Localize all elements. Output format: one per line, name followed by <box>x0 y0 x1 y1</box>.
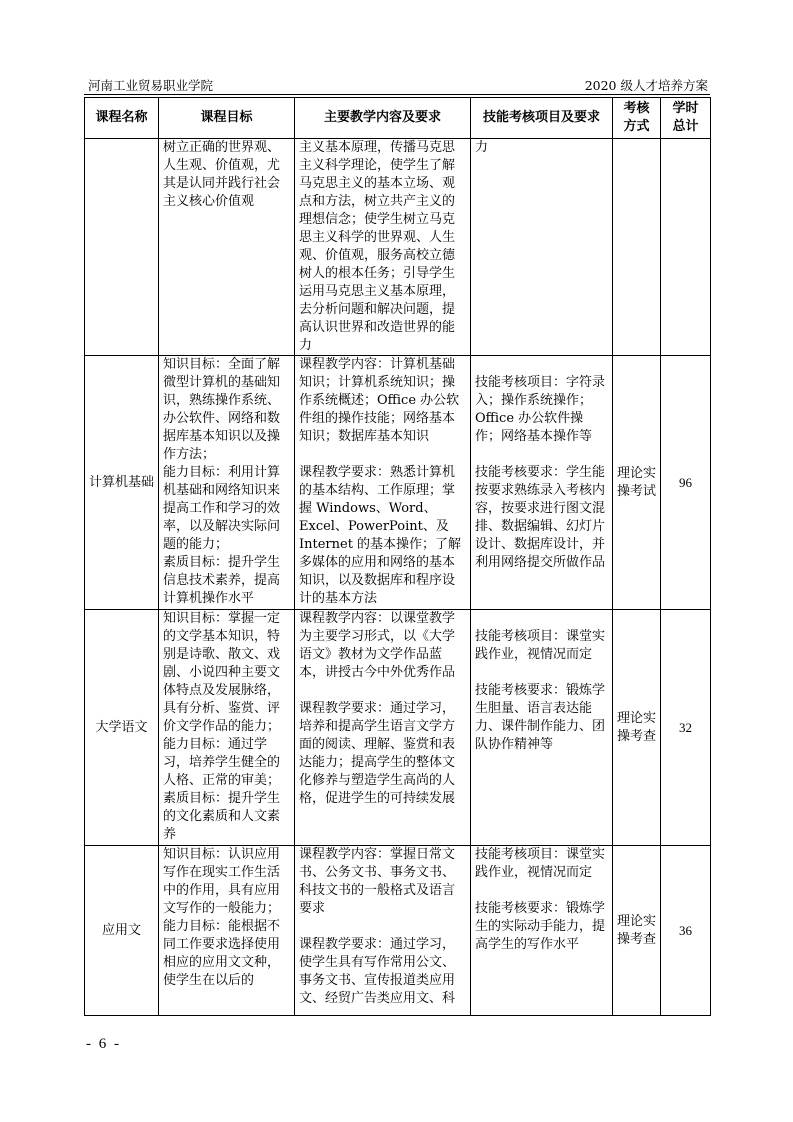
goal-quality: 素质目标：提升学生的文化素质和人文素养 <box>163 791 281 842</box>
content-text: 课程教学内容：掌握日常文书、公务文书、事务文书、科技文书的一般格式及语言要求 <box>299 847 456 916</box>
table-row <box>85 356 711 610</box>
goal-text: 树立正确的世界观、人生观、价值观，尤其是认同并践行社会主义核心价值观 <box>163 140 281 209</box>
header-content: 主要教学内容及要求 <box>295 98 471 139</box>
requirement-text: 课程教学要求：熟悉计算机的基本结构、工作原理；掌握 Windows、Word、Excel、PowerPoint、及 Internet 的基本操作；了解多媒体的应用和网络的基本知识，以及数据库和程序设计的基本方法 <box>299 465 462 606</box>
skills-cell <box>471 610 613 846</box>
content-cell <box>295 139 471 356</box>
table-header-row <box>85 98 711 139</box>
header-course-goal: 课程目标 <box>159 98 295 139</box>
spacer <box>475 610 608 628</box>
goal-ability: 能力目标：通过学习，培养学生健全的人格、正常的审美； <box>163 737 281 788</box>
goal-knowledge: 知识目标：全面了解微型计算机的基础知识，熟练操作系统、办公软件、网络和数据库基本知识以及操作方法； <box>163 357 281 462</box>
method-cell <box>613 139 661 356</box>
course-table <box>84 97 711 1016</box>
header-hours-line2: 总计 <box>672 119 699 134</box>
goal-knowledge: 知识目标：认识应用写作在现实工作生活中的作用，具有应用文写作的一般能力； <box>163 847 281 916</box>
header-method-line1: 考核 <box>623 101 650 116</box>
course-goal-cell <box>159 610 295 846</box>
spacer <box>299 918 466 936</box>
spacer <box>475 446 608 464</box>
header-course-name: 课程名称 <box>85 98 159 139</box>
spacer <box>299 446 466 464</box>
method-cell: 理论实操考试 <box>613 356 661 610</box>
requirement-text: 课程教学要求：通过学习，使学生具有写作常用公文、事务文书、宣传报道类应用文、经贸广告类应用文、科 <box>299 937 456 1006</box>
plan-title: 2020 级人才培养方案 <box>584 78 708 93</box>
spacer <box>475 356 608 374</box>
spacer <box>475 882 608 900</box>
header-rule <box>84 94 710 95</box>
hours-cell: 32 <box>661 610 711 846</box>
course-name-cell: 大学语文 <box>85 610 159 846</box>
content-cell <box>295 846 471 1016</box>
skills-items: 技能考核项目：字符录入；操作系统操作；Office 办公软件操作；网络基本操作等 <box>475 375 606 444</box>
skills-requirements: 技能考核要求：学生能按要求熟练录入考核内容，按要求进行图文混排、数据编辑、幻灯片设计、数据库设计，并利用网络提交所做作品 <box>475 465 606 570</box>
content-text: 课程教学内容：以课堂教学为主要学习形式，以《大学语文》教材为文学作品蓝本，讲授古今中外优秀作品 <box>299 611 456 680</box>
course-name-cell: 计算机基础 <box>85 356 159 610</box>
page-number: - 6 - <box>86 1036 121 1052</box>
table-row <box>85 139 711 356</box>
hours-cell: 96 <box>661 356 711 610</box>
page-header <box>84 74 710 94</box>
school-name: 河南工业贸易职业学院 <box>88 78 214 93</box>
skills-cell <box>471 356 613 610</box>
content-text: 主义基本原理，传播马克思主义科学理论，使学生了解马克思主义的基本立场、观点和方法，树立共产主义的理想信念；使学生树立马克思主义科学的世界观、人生观、价值观，服务高校立德树人的根本任务；引导学生运用马克思主义基本原理，去分析问题和解决问题，提高认识世界和改造世界的能力 <box>299 140 456 353</box>
header-hours <box>661 98 711 139</box>
course-goal-cell <box>159 139 295 356</box>
requirement-text: 课程教学要求：通过学习，培养和提高学生语言文学方面的阅读、理解、鉴赏和表达能力；提高学生的整体文化修养与塑造学生高尚的人格，促进学生的可持续发展 <box>299 701 456 806</box>
method-cell: 理论实操考查 <box>613 846 661 1016</box>
skills-text: 力 <box>475 140 489 155</box>
skills-requirements: 技能考核要求：锻炼学生的实际动手能力，提高学生的写作水平 <box>475 901 606 952</box>
skills-items: 技能考核项目：课堂实践作业，视情况而定 <box>475 629 606 662</box>
goal-quality: 素质目标：提升学生信息技术素养，提高计算机操作水平 <box>163 555 281 606</box>
goal-ability: 能力目标：能根据不同工作要求选择使用相应的应用文文种，使学生在以后的 <box>163 919 281 988</box>
header-method-line2: 方式 <box>623 119 650 134</box>
header-skills: 技能考核项目及要求 <box>471 98 613 139</box>
table-row <box>85 846 711 1016</box>
skills-cell <box>471 846 613 1016</box>
skills-requirements: 技能考核要求：锻炼学生胆量、语言表达能力、课件制作能力、团队协作精神等 <box>475 683 606 752</box>
skills-items: 技能考核项目：课堂实践作业，视情况而定 <box>475 847 606 880</box>
course-name-cell <box>85 139 159 356</box>
header-hours-line1: 学时 <box>672 101 699 116</box>
table-row <box>85 610 711 846</box>
header-method <box>613 98 661 139</box>
spacer <box>475 664 608 682</box>
hours-cell <box>661 139 711 356</box>
goal-ability: 能力目标：利用计算机基础和网络知识来提高工作和学习的效率，以及解决实际问题的能力； <box>163 465 281 552</box>
goal-knowledge: 知识目标：掌握一定的文学基本知识，特别是诗歌、散文、戏剧、小说四种主要文体特点及发展脉络，具有分析、鉴赏、评价文学作品的能力； <box>163 611 281 734</box>
content-cell <box>295 610 471 846</box>
course-name-cell: 应用文 <box>85 846 159 1016</box>
spacer <box>299 682 466 700</box>
course-goal-cell <box>159 356 295 610</box>
hours-cell: 36 <box>661 846 711 1016</box>
content-text: 课程教学内容：计算机基础知识；计算机系统知识；操作系统概述；Office 办公软件组的操作技能；网络基本知识；数据库基本知识 <box>299 357 460 444</box>
skills-cell <box>471 139 613 356</box>
content-cell <box>295 356 471 610</box>
course-goal-cell <box>159 846 295 1016</box>
method-cell: 理论实操考查 <box>613 610 661 846</box>
